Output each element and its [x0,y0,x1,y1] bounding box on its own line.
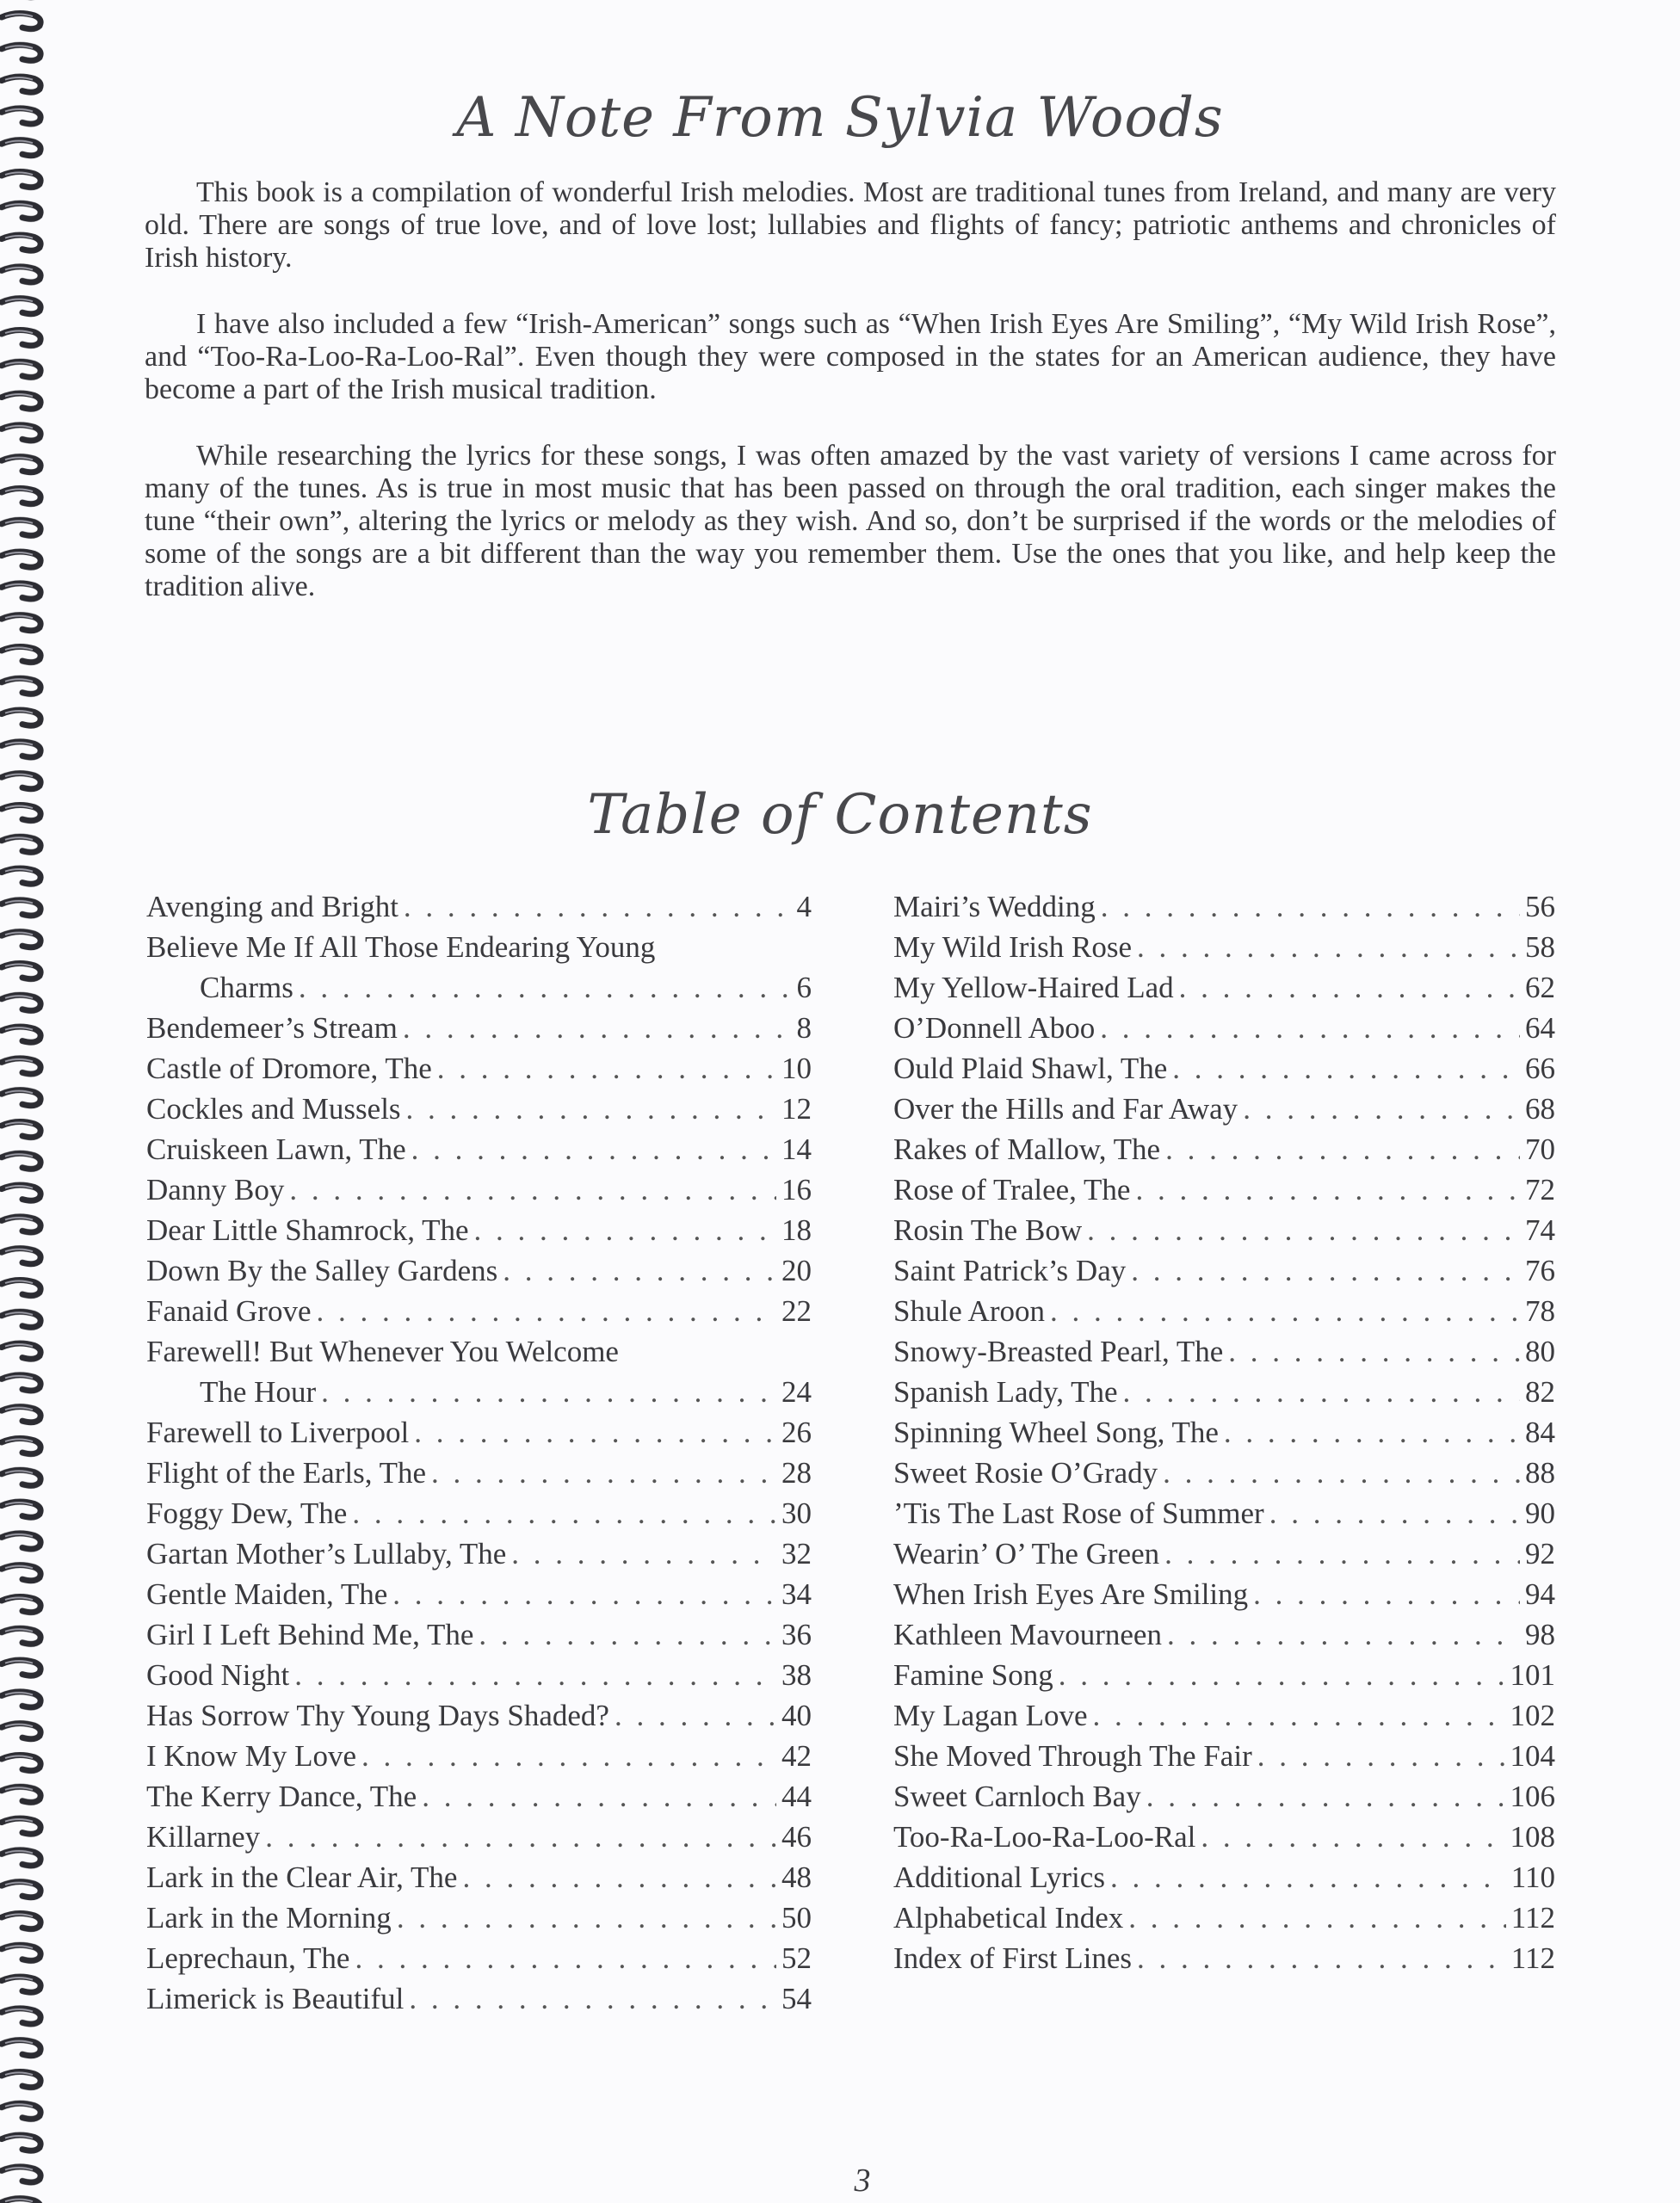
toc-entry [893,967,1555,1008]
toc-entry-page: 12 [781,1092,812,1126]
dot-leader [361,1736,776,1776]
toc-entry-page: 44 [781,1780,812,1813]
dot-leader [1167,1614,1520,1655]
toc-entry [146,1412,812,1453]
toc-entry-page: 22 [781,1294,812,1328]
dot-leader [511,1533,776,1574]
dot-leader [1228,1331,1520,1372]
toc-entry-page: 52 [781,1941,812,1975]
dot-leader [1243,1089,1520,1129]
toc-entry-page: 112 [1510,1901,1555,1935]
toc-entry-title: Index of First Lines [893,1941,1133,1975]
toc-entry-title: Foggy Dew, The [146,1496,348,1530]
toc-entry-page: 40 [781,1699,812,1732]
toc-entry-page: 64 [1525,1011,1555,1045]
toc-entry-title: My Yellow-Haired Lad [893,971,1174,1004]
toc-entry-title: Dear Little Shamrock, The [146,1213,469,1247]
toc-entry-page: 98 [1525,1618,1555,1651]
toc-entry-page: 88 [1525,1456,1555,1490]
toc-entry-page: 112 [1510,1941,1555,1975]
dot-leader [1123,1372,1520,1412]
toc-entry-title: Good Night [146,1658,290,1692]
dot-leader [1101,886,1520,927]
toc-entry-title: ’Tis The Last Rose of Summer [893,1496,1264,1530]
toc-entry-page: 4 [796,890,812,923]
toc-entry [146,1210,812,1250]
toc-entry-page: 32 [781,1537,812,1570]
toc-entry-page: 104 [1510,1739,1555,1773]
toc-entry-title: Down By the Salley Gardens [146,1254,498,1287]
toc-entry-title: Saint Patrick’s Day [893,1254,1127,1287]
dot-leader [1092,1695,1504,1736]
toc-entry-page: 62 [1525,971,1555,1004]
toc-entry-page: 76 [1525,1254,1555,1287]
dot-leader [1087,1210,1520,1250]
toc-entry-page: 72 [1525,1173,1555,1206]
dot-leader [1137,1938,1506,1978]
toc-entry-title: Spanish Lady, The [893,1375,1118,1409]
toc-entry [893,1938,1555,1978]
dot-leader [404,886,792,927]
toc-entry-title: Spinning Wheel Song, The [893,1416,1219,1449]
toc-entry-page: 48 [781,1861,812,1894]
toc-entry [146,1655,812,1695]
dot-leader [1135,1169,1520,1210]
toc-entry-page: 90 [1525,1496,1555,1530]
toc-entry [893,1533,1555,1574]
toc-entry-page: 108 [1510,1820,1555,1854]
toc-entry [893,1331,1555,1372]
toc-entry [146,1574,812,1614]
dot-leader [437,1048,776,1089]
dot-leader [299,967,792,1008]
toc-entry-title: Mairi’s Wedding [893,890,1096,923]
note-paragraph: I have also included a few “Irish-American” songs such as “When Irish Eyes Are Smiling”, “My Wild Irish Rose”, and “Too-Ra-Loo-Ra-Loo-Ral”. Even though they were composed in the states for an American audience, they have become a part of the Irish musical tradition. [145,308,1556,405]
toc-entry-page: 28 [781,1456,812,1490]
dot-leader [352,1493,776,1533]
toc-entry-title: Flight of the Earls, The [146,1456,426,1490]
dot-leader [431,1453,776,1493]
toc-entry-title: Farewell! But Whenever You Welcome [146,1335,619,1368]
toc-entry-page: 30 [781,1496,812,1530]
toc-entry-page: 66 [1525,1052,1555,1085]
toc-entry-title: Rakes of Mallow, The [893,1132,1161,1166]
toc-entry [893,1817,1555,1857]
toc-entry-title: Has Sorrow Thy Young Days Shaded? [146,1699,609,1732]
toc-entry [146,1736,812,1776]
toc-entry-title: Fanaid Grove [146,1294,312,1328]
dot-leader [1059,1655,1505,1695]
toc-entry-title: Too-Ra-Loo-Ra-Loo-Ral [893,1820,1196,1854]
toc-entry-page: 54 [781,1982,812,2015]
toc-entry [146,1453,812,1493]
toc-entry-title: Sweet Carnloch Bay [893,1780,1141,1813]
toc-entry-title: Lark in the Morning [146,1901,392,1935]
toc-entry [893,1453,1555,1493]
toc-entry-page: 38 [781,1658,812,1692]
toc-entry-page: 110 [1510,1861,1555,1894]
toc-entry-continuation [146,967,812,1008]
toc-entry-title: When Irish Eyes Are Smiling [893,1577,1249,1611]
dot-leader [1179,967,1520,1008]
toc-entry [893,1898,1555,1938]
toc-entry-page: 50 [781,1901,812,1935]
toc-entry [146,1008,812,1048]
toc-entry [893,1655,1555,1695]
toc-entry-page: 26 [781,1416,812,1449]
toc-entry-title: Avenging and Bright [146,890,398,923]
toc-entry-page: 24 [781,1375,812,1409]
toc-entry-page: 6 [796,971,812,1004]
toc-entry-page: 102 [1510,1699,1555,1732]
toc-entry-page: 80 [1525,1335,1555,1368]
dot-leader [1110,1857,1506,1898]
toc-entry-title: Ould Plaid Shawl, The [893,1052,1168,1085]
dot-leader [1137,927,1520,967]
dot-leader [1163,1453,1520,1493]
toc-column-right [893,886,1555,1978]
dot-leader [615,1695,776,1736]
toc-entry [146,1169,812,1210]
toc-entry [146,1048,812,1089]
toc-entry-title: Rose of Tralee, The [893,1173,1131,1206]
toc-entry [893,1048,1555,1089]
toc-entry-title: Rosin The Bow [893,1213,1083,1247]
dot-leader [321,1372,776,1412]
toc-entry-title: Bendemeer’s Stream [146,1011,398,1045]
dot-leader [422,1776,776,1817]
toc-entry-title: Shule Aroon [893,1294,1045,1328]
toc-entry-page: 34 [781,1577,812,1611]
toc-entry-title: My Wild Irish Rose [893,930,1132,964]
toc-entry [893,1493,1555,1533]
toc-entry-title: Danny Boy [146,1173,285,1206]
dot-leader [1165,1129,1520,1169]
toc-entry-page: 106 [1510,1780,1555,1813]
toc-entry [893,927,1555,967]
toc-entry [146,1978,812,2019]
toc-entry-page: 84 [1525,1416,1555,1449]
toc-entry-title: Gartan Mother’s Lullaby, The [146,1537,507,1570]
toc-entry-title-cont: Charms [200,971,293,1004]
toc-entry-page: 101 [1510,1658,1555,1692]
toc-entry-title: She Moved Through The Fair [893,1739,1252,1773]
toc-entry-page: 16 [781,1173,812,1206]
toc-entry-title: Gentle Maiden, The [146,1577,388,1611]
dot-leader [265,1817,776,1857]
spiral-binding [0,0,50,2203]
toc-entry-title: Additional Lyrics [893,1861,1105,1894]
dot-leader [1201,1817,1504,1857]
toc-entry [893,1574,1555,1614]
toc-entry-title: Cruiskeen Lawn, The [146,1132,406,1166]
toc-entry [146,1331,812,1372]
toc-entry-page: 70 [1525,1132,1555,1166]
toc-entry-title: Alphabetical Index [893,1901,1124,1935]
toc-entry [893,1089,1555,1129]
toc-entry-title: My Lagan Love [893,1699,1088,1732]
toc-entry-page: 82 [1525,1375,1555,1409]
dot-leader [1146,1776,1505,1817]
toc-entry-title: Lark in the Clear Air, The [146,1861,458,1894]
toc-entry-title-cont: The Hour [200,1375,317,1409]
toc-entry-title: Cockles and Mussels [146,1092,401,1126]
toc-entry [893,1736,1555,1776]
dot-leader [1100,1008,1520,1048]
note-paragraph: While researching the lyrics for these songs, I was often amazed by the vast variety of versions I came across for many of the tunes. As is true in most music that has been passed on through the oral tradition, each singer makes the tune “their own”, altering the lyrics or melody as they wish. And so, don’t be surprised if the words or the melodies of some of the songs are a bit different than the way you remember them. Use the ones that you like, and help keep the tradition alive. [145,440,1556,602]
toc-entry-page: 14 [781,1132,812,1166]
dot-leader [316,1291,776,1331]
toc-entry-page: 78 [1525,1294,1555,1328]
toc-entry-continuation [146,1372,812,1412]
dot-leader [406,1089,776,1129]
dot-leader [397,1898,776,1938]
toc-column-left [146,886,812,2019]
toc-entry [893,1776,1555,1817]
toc-entry-page: 92 [1525,1537,1555,1570]
toc-entry-page: 18 [781,1213,812,1247]
toc-entry [146,1129,812,1169]
toc-entry-title: Limerick is Beautiful [146,1982,405,2015]
toc-entry [146,1857,812,1898]
dot-leader [1131,1250,1520,1291]
dot-leader [411,1129,776,1169]
toc-entry-title: Leprechaun, The [146,1941,350,1975]
toc-entry [146,1614,812,1655]
toc-entry-title: The Kerry Dance, The [146,1780,417,1813]
page-number: 3 [854,2163,871,2199]
toc-entry-title: I Know My Love [146,1739,356,1773]
toc-entry-title: Believe Me If All Those Endearing Young [146,930,656,964]
toc-entry [893,1129,1555,1169]
toc-entry-title: Snowy-Breasted Pearl, The [893,1335,1224,1368]
toc-entry [893,1695,1555,1736]
dot-leader [1050,1291,1520,1331]
toc-entry [146,1776,812,1817]
toc-entry-page: 20 [781,1254,812,1287]
dot-leader [474,1210,776,1250]
toc-entry [893,1614,1555,1655]
toc-entry [146,1493,812,1533]
toc-entry-page: 10 [781,1052,812,1085]
toc-entry [893,1291,1555,1331]
toc-entry [893,1412,1555,1453]
toc-entry-page: 42 [781,1739,812,1773]
toc-entry [893,1210,1555,1250]
note-paragraph: This book is a compilation of wonderful Irish melodies. Most are traditional tunes from Ireland, and many are very old. There are songs of true love, and of love lost; lullabies and flights of fancy; patriotic anthems and chronicles of Irish history. [145,176,1556,274]
note-heading: A Note From Sylvia Woods [456,86,1224,150]
toc-entry [146,1938,812,1978]
toc-entry [146,1291,812,1331]
toc-entry-title: Killarney [146,1820,261,1854]
toc-entry-title: Famine Song [893,1658,1053,1692]
dot-leader [1224,1412,1520,1453]
toc-entry-title: Farewell to Liverpool [146,1416,410,1449]
dot-leader [403,1008,792,1048]
dot-leader [1253,1574,1520,1614]
dot-leader [294,1655,776,1695]
toc-entry [893,1857,1555,1898]
toc-entry [893,1372,1555,1412]
toc-entry-title: O’Donnell Aboo [893,1011,1096,1045]
toc-entry-title: Girl I Left Behind Me, The [146,1618,474,1651]
toc-entry [893,1008,1555,1048]
dot-leader [462,1857,776,1898]
toc-entry [146,886,812,927]
dot-leader [289,1169,776,1210]
toc-entry-title: Sweet Rosie O’Grady [893,1456,1158,1490]
toc-entry-page: 46 [781,1820,812,1854]
dot-leader [414,1412,776,1453]
toc-entry-page: 8 [796,1011,812,1045]
toc-entry-title: Kathleen Mavourneen [893,1618,1162,1651]
toc-entry [146,1817,812,1857]
toc-heading: Table of Contents [587,783,1093,847]
toc-entry-page: 58 [1525,930,1555,964]
toc-entry-title: Over the Hills and Far Away [893,1092,1238,1126]
toc-entry-title: Wearin’ O’ The Green [893,1537,1160,1570]
toc-entry [146,1089,812,1129]
toc-entry-page: 74 [1525,1213,1555,1247]
toc-entry-page: 68 [1525,1092,1555,1126]
note-body [145,176,1556,637]
dot-leader [1269,1493,1520,1533]
dot-leader [1257,1736,1505,1776]
dot-leader [1172,1048,1520,1089]
toc-entry [146,1250,812,1291]
dot-leader [1164,1533,1520,1574]
toc-entry [146,1898,812,1938]
dot-leader [479,1614,776,1655]
toc-entry-page: 56 [1525,890,1555,923]
toc-entry [146,1533,812,1574]
dot-leader [503,1250,776,1291]
toc-entry [893,1169,1555,1210]
toc-entry [146,927,812,967]
dot-leader [392,1574,776,1614]
toc-entry-title: Castle of Dromore, The [146,1052,432,1085]
toc-entry [893,1250,1555,1291]
dot-leader [409,1978,776,2019]
dot-leader [355,1938,776,1978]
toc-entry-page: 94 [1525,1577,1555,1611]
dot-leader [1128,1898,1506,1938]
toc-entry [893,886,1555,927]
toc-entry-page: 36 [781,1618,812,1651]
toc-entry [146,1695,812,1736]
